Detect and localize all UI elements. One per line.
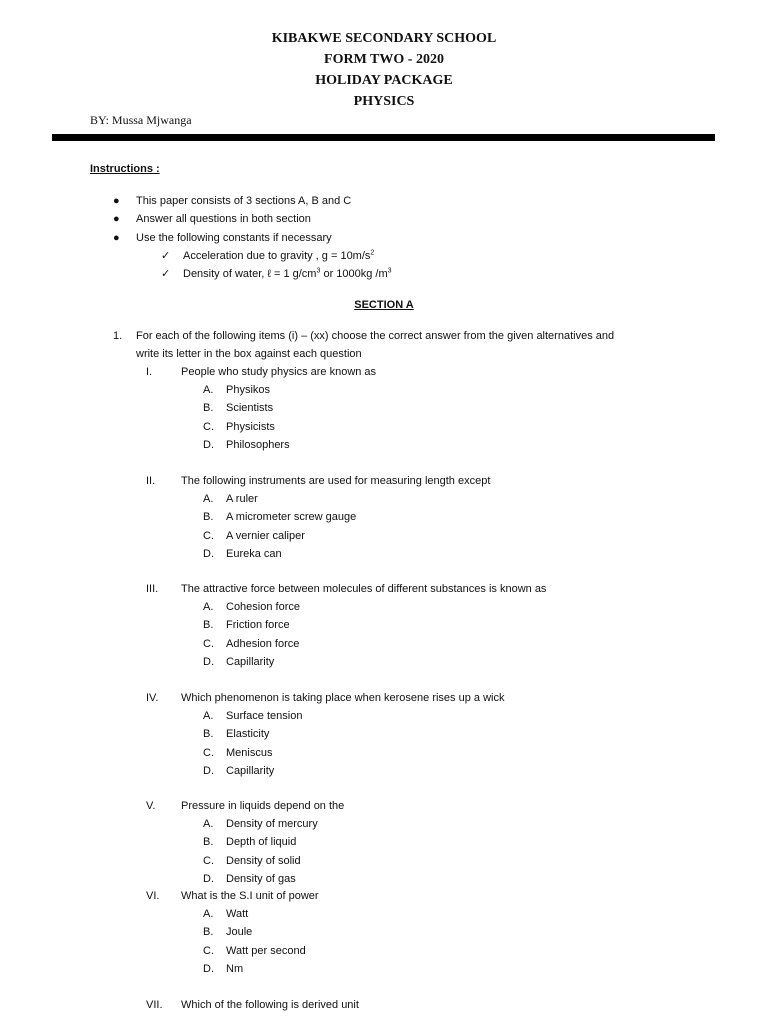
subject-title: PHYSICS [353,94,415,109]
item-number: VII. [146,999,163,1011]
option-text: Density of mercury [226,818,318,831]
option-letter: B. [203,511,214,524]
item-number: I. [146,366,153,378]
checkmark-icon: ✓ [161,250,171,262]
option-text: Watt per second [226,944,306,957]
bullet-icon: ● [113,213,120,225]
option-letter: A. [203,493,214,506]
option-text: Watt [226,908,249,921]
option-letter: C. [203,944,214,957]
checkmark-icon: ✓ [161,268,171,280]
instruction-item: Answer all questions in both section [136,213,311,225]
item-number: VI. [146,890,160,902]
option-letter: B. [203,619,214,632]
option-letter: D. [203,547,214,560]
option-letter: A. [203,818,214,831]
option-letter: C. [203,854,214,867]
item-question: What is the S.I unit of power [181,890,319,902]
option-text: Joule [226,926,253,939]
option-letter: C. [203,746,214,759]
instruction-item: Use the following constants if necessary [136,232,332,244]
option-letter: B. [203,728,214,741]
option-letter: B. [203,926,214,939]
option-letter: D. [203,872,214,885]
option-text: Meniscus [226,746,273,759]
instruction-item: This paper consists of 3 sections A, B and C [136,195,352,207]
school-name: KIBAKWE SECONDARY SCHOOL [271,31,497,46]
item-question: Pressure in liquids depend on the [181,800,345,812]
item-number: V. [146,800,156,812]
option-letter: C. [203,420,214,433]
option-letter: D. [203,764,214,777]
item-question: People who study physics are known as [181,366,377,378]
option-text: Density of solid [226,854,301,867]
option-letter: C. [203,529,214,542]
option-text: Capillarity [226,764,275,777]
option-letter: A. [203,710,214,723]
question-instruction-cont: write its letter in the box against each question [136,348,362,360]
option-text: Cohesion force [226,601,300,614]
option-letter: B. [203,836,214,849]
constant-gravity: Acceleration due to gravity , $g = 10m/s^2$ [183,249,375,262]
option-text: A ruler [226,493,258,506]
item-question: The attractive force between molecules of different substances is known as [181,583,547,595]
bullet-icon: ● [113,195,120,207]
option-letter: A. [203,384,214,397]
instructions-title: Instructions : [90,163,160,175]
option-text: Philosophers [226,438,290,451]
option-letter: A. [203,601,214,614]
item-number: III. [146,583,159,595]
option-letter: B. [203,402,214,415]
option-text: Adhesion force [226,637,300,650]
option-letter: D. [203,655,214,668]
option-text: A micrometer screw gauge [226,511,357,524]
option-text: Surface tension [226,710,303,723]
option-text: A vernier caliper [226,529,305,542]
bullet-icon: ● [113,232,120,244]
item-number: II. [146,475,156,487]
option-text: Capillarity [226,655,275,668]
option-text: Depth of liquid [226,836,297,849]
question-instruction: For each of the following items (i) – (xx) choose the correct answer from the given alternatives and [136,330,615,342]
option-letter: D. [203,962,214,975]
item-question: The following instruments are used for measuring length except [181,475,491,487]
option-text: Elasticity [226,728,270,741]
question-number: 1. [113,330,123,342]
option-letter: A. [203,908,214,921]
section-a-title: SECTION A [354,299,414,311]
item-question: Which phenomenon is taking place when kerosene rises up a wick [181,692,505,704]
option-text: Eureka can [226,547,282,560]
option-text: Physikos [226,384,271,397]
option-text: Physicists [226,420,275,433]
item-number: IV. [146,692,159,704]
author-line: BY: Mussa Mjwanga [90,113,192,127]
header-divider [52,134,715,141]
package-title: HOLIDAY PACKAGE [315,73,453,88]
option-text: Density of gas [226,872,296,885]
option-text: Nm [226,962,244,975]
item-question: Which of the following is derived unit [181,999,359,1011]
form-title: FORM TWO - 2020 [324,52,444,67]
option-letter: C. [203,637,214,650]
option-letter: D. [203,438,214,451]
option-text: Scientists [226,402,274,415]
constant-density: Density of water, ℓ = 1 $g/cm^3$ or 1000kg $/m^3$ [183,267,392,280]
option-text: Friction force [226,619,290,632]
